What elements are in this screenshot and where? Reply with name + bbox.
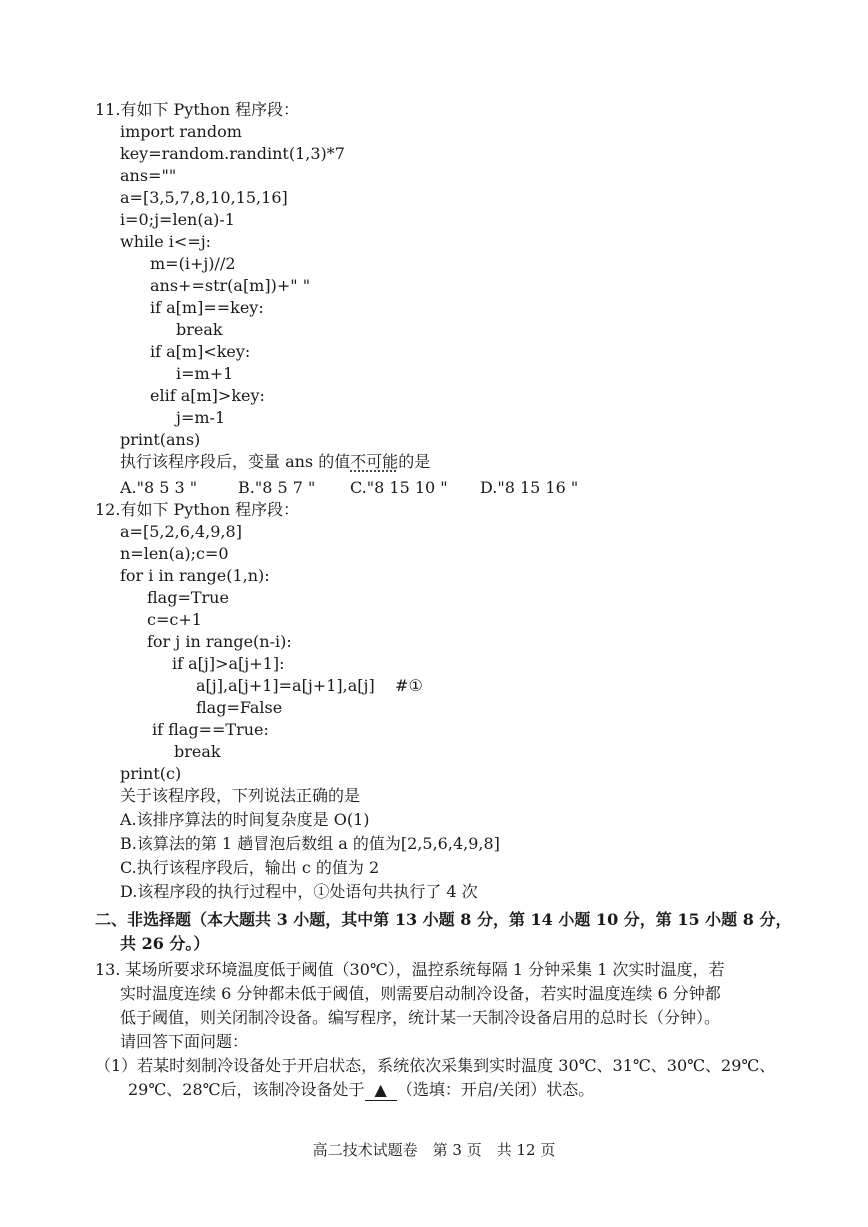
q11-code-line: j=m-1 xyxy=(176,408,226,427)
q12-code-line: a[j],a[j+1]=a[j+1],a[j] #① xyxy=(196,676,423,695)
q11-code-line: if a[m]==key: xyxy=(150,298,264,317)
q13-stem-line: 13. 某场所要求环境温度低于阈值（30℃），温控系统每隔 1 分钟采集 1 次实时温度，若 xyxy=(95,960,725,979)
q12-question: 关于该程序段，下列说法正确的是 xyxy=(120,786,361,805)
q12-code-line: flag=False xyxy=(196,698,283,717)
q12-code-line: flag=True xyxy=(147,588,229,607)
q12-code-line: c=c+1 xyxy=(147,610,202,629)
q11-code-line: a=[3,5,7,8,10,15,16] xyxy=(120,188,288,207)
section-title-cont: 共 26 分。） xyxy=(120,934,210,953)
q13-stem-line: 实时温度连续 6 分钟都未低于阈值，则需要启动制冷设备，若实时温度连续 6 分钟都 xyxy=(120,984,721,1003)
q11-option-d: D."8 15 16 " xyxy=(480,478,579,497)
q12-code-line: for i in range(1,n): xyxy=(120,566,270,585)
q12-option-c: C.执行该程序段后，输出 c 的值为 2 xyxy=(120,858,380,877)
q11-option-b: B."8 5 7 " xyxy=(238,478,316,497)
q11-code-line: ans="" xyxy=(120,166,177,185)
answer-blank: ▲ xyxy=(365,1080,397,1101)
q11-code-line: i=0;j=len(a)-1 xyxy=(120,210,235,229)
emphasis-text: 不可能 xyxy=(350,452,399,471)
q12-option-b: B.该算法的第 1 趟冒泡后数组 a 的值为[2,5,6,4,9,8] xyxy=(120,834,500,853)
q13-stem-line: 低于阈值，则关闭制冷设备。编写程序，统计某一天制冷设备启用的总时长（分钟）。 xyxy=(120,1008,721,1027)
q11-code-line: m=(i+j)//2 xyxy=(150,254,236,273)
q13-stem-line: 请回答下面问题： xyxy=(120,1032,249,1051)
q12-code-line: if flag==True: xyxy=(152,720,269,739)
q11-option-a: A."8 5 3 " xyxy=(120,478,198,497)
q11-option-c: C."8 15 10 " xyxy=(350,478,448,497)
q11-code-line: print(ans) xyxy=(120,430,201,449)
q13-sub1-line: 29℃、28℃后，该制冷设备处于 ▲ （选填：开启/关闭）状态。 xyxy=(128,1080,595,1099)
q12-option-a: A.该排序算法的时间复杂度是 O(1) xyxy=(120,810,370,829)
q11-code-line: import random xyxy=(120,122,242,141)
q12-code-line: print(c) xyxy=(120,764,182,783)
q12-option-d: D.该程序段的执行过程中，①处语句共执行了 4 次 xyxy=(120,882,478,901)
q12-header: 12.有如下 Python 程序段： xyxy=(95,500,300,519)
q12-code-line: n=len(a);c=0 xyxy=(120,544,229,563)
q12-code-line: a=[5,2,6,4,9,8] xyxy=(120,522,242,541)
q11-code-line: elif a[m]>key: xyxy=(150,386,265,405)
q12-code-line: for j in range(n-i): xyxy=(147,632,292,651)
q11-code-line: while i<=j: xyxy=(120,232,212,251)
section-title: 二、非选择题（本大题共 3 小题，其中第 13 小题 8 分，第 14 小题 10 分，第 15 小题 8 分， xyxy=(95,910,792,929)
q11-question: 执行该程序段后，变量 ans 的值不可能的是 xyxy=(120,452,431,471)
q11-code-line: if a[m]<key: xyxy=(150,342,251,361)
q12-code-line: if a[j]>a[j+1]: xyxy=(172,654,285,673)
q11-header: 11.有如下 Python 程序段： xyxy=(95,100,300,119)
q11-code-line: i=m+1 xyxy=(176,364,234,383)
page-footer: 高二技术试题卷 第 3 页 共 12 页 xyxy=(312,1141,556,1159)
q13-sub1-line: （1）若某时刻制冷设备处于开启状态，系统依次采集到实时温度 30℃、31℃、30℃、29℃、 xyxy=(95,1056,776,1075)
q11-code-line: ans+=str(a[m])+" " xyxy=(150,276,311,295)
q12-code-line: break xyxy=(174,742,221,761)
q11-code-line: key=random.randint(1,3)*7 xyxy=(120,144,345,163)
q11-code-line: break xyxy=(176,320,223,339)
